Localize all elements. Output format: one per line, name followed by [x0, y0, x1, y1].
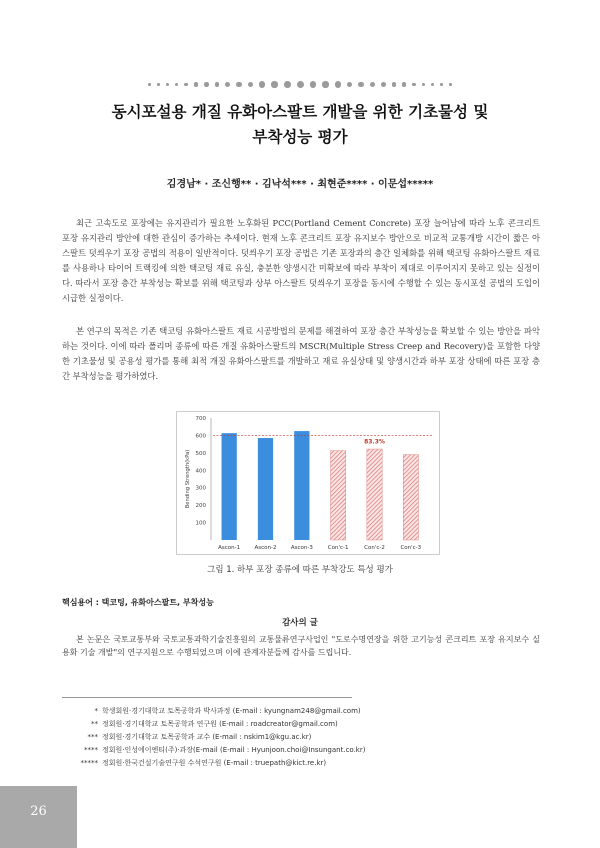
ornament-dot: [166, 83, 169, 86]
ornament-dot: [248, 82, 254, 88]
bar-con-c-1: [331, 451, 346, 540]
title-dot-ornament: [0, 74, 600, 84]
y-tick-label: 200: [195, 503, 206, 510]
footnote: [62, 731, 502, 744]
author-list: 김경남* · 조신행** · 김낙석*** · 최현준**** · 이문섭*****: [166, 179, 434, 190]
ornament-dot: [392, 82, 396, 86]
page-number: 26: [30, 804, 47, 819]
paragraph-text: 본 연구의 목적은 기존 택코팅 유화아스팔트 재료 시공방법의 문제를 해결하여 포장 층간 부착성능을 확보할 수 있는 방안을 파악하는 것이다. 이에 따라 폴리머 종류에 따른 개질 유화아스팔트의 MSCR(Multiple Stress Creep and Recovery)을 포함한 다양한 기초물성 및 공용성 평가를 통해 최적 개질 유화아스팔트를 개발하고 재료 유실상태 및 양생시간과 하부 포장 상태에 따른 포장 층간 부착성능을 평가하였다.: [62, 326, 540, 381]
figure-caption: 그림 1. 하부 포장 종류에 따른 부착강도 특성 평가: [207, 565, 393, 575]
ornament-dot: [412, 83, 416, 87]
ornament-dot: [157, 83, 160, 86]
y-tick-label: 400: [195, 468, 206, 475]
ornament-dot: [204, 82, 208, 86]
title-line-1: 동시포설용 개질 유화아스팔트 개발을 위한 기초물성 및: [111, 103, 489, 121]
footnote-mark: ****: [84, 746, 98, 754]
ornament-dot: [297, 81, 304, 88]
ornament-dot: [259, 81, 265, 87]
bar-con-c-3: [403, 455, 418, 540]
footnote-text: 정회원·경기대학교 토목공학과 연구원 (E-mail : roadcreator@gmail.com): [102, 720, 338, 728]
y-tick-label: 500: [195, 450, 206, 457]
bar-ascon-2: [258, 438, 273, 540]
ornament-dot: [215, 82, 220, 87]
ornament-dot: [271, 81, 277, 87]
x-tick-label: Ascon-2: [254, 545, 277, 551]
ornament-dot: [236, 82, 241, 87]
ornament-dot: [284, 81, 291, 88]
x-tick-label: Ascon-1: [218, 545, 241, 551]
ornament-dot: [184, 83, 188, 87]
title-line-2: 부착성능 평가: [252, 128, 348, 146]
ornament-dot: [335, 81, 341, 87]
footnote: [62, 757, 502, 770]
ornament-dot: [310, 81, 317, 88]
ornament-dot: [449, 83, 452, 86]
chart-svg: [177, 412, 439, 554]
footnote-mark: *****: [80, 759, 98, 767]
ornament-dot: [148, 83, 151, 86]
footnote-mark: *: [94, 707, 98, 715]
y-tick-label: 100: [195, 520, 206, 527]
x-tick-label: Con'c-2: [364, 545, 385, 551]
ornament-dot: [440, 83, 443, 86]
footnote-text: 정회원·인성에이엔티(주)·과장(E-mail (E-mail : Hyunjoon.choi@Insungant.co.kr): [102, 746, 366, 754]
footnote: [62, 718, 502, 731]
ornament-dot: [194, 82, 198, 86]
ornament-dot: [370, 82, 375, 87]
footnote-mark: ***: [87, 733, 98, 741]
ornament-dot: [381, 82, 386, 87]
footnote-text: 정회원·한국건설기술연구원 수석연구원 (E-mail : truepath@kict.re.kr): [102, 759, 327, 767]
x-tick-label: Ascon-3: [290, 545, 313, 551]
y-axis-label: Bending Strength(kPa): [185, 449, 191, 509]
ornament-dot: [347, 82, 353, 88]
bar-con-c-2: [367, 449, 382, 540]
bar-ascon-3: [294, 431, 309, 540]
y-tick-label: 600: [195, 433, 206, 440]
bar-ascon-1: [222, 433, 237, 540]
footnote-text: 학생회원·경기대학교 토목공학과 박사과정 (E-mail : kyungnam248@gmail.com): [102, 707, 361, 715]
ornament-dot: [422, 83, 425, 86]
acknowledgement-title: 감사의 글: [282, 618, 318, 628]
footnote: [62, 705, 502, 718]
x-tick-label: Con'c-1: [327, 545, 349, 551]
body-paragraph-1: [62, 216, 540, 306]
ornament-dot: [225, 82, 230, 87]
footnotes: [62, 705, 502, 770]
paper-title: [60, 100, 540, 150]
ornament-dot: [175, 83, 178, 86]
y-tick-label: 700: [195, 416, 206, 422]
footnote-text: 정회원·경기대학교 토목공학과 교수 (E-mail : nskim1@kgu.ac.kr): [102, 733, 312, 741]
ornament-dot: [322, 81, 328, 87]
annotation-label: 83.3%: [364, 438, 385, 446]
ornament-dot: [358, 82, 363, 87]
bond-strength-chart: [176, 411, 440, 555]
footnote-divider: [62, 697, 352, 698]
footnote: [62, 744, 502, 757]
x-tick-label: Con'c-3: [400, 545, 422, 551]
footnote-mark: **: [91, 720, 98, 728]
ornament-dot: [402, 82, 406, 86]
ornament-dot: [431, 83, 434, 86]
keywords: 핵심용어 : 택코팅, 유화아스팔트, 부착성능: [62, 598, 214, 607]
body-paragraph-2: [62, 324, 540, 384]
acknowledgement-text: 본 논문은 국토교통부와 국토교통과학기술진흥원의 교통물류연구사업인 "도로수명연장을 위한 고기능성 콘크리트 포장 유지보수 실용화 기술 개발"의 연구지원으로 수행되었으며 이에 관계자분들께 감사를 드립니다.: [62, 635, 540, 657]
y-tick-label: 300: [195, 485, 206, 492]
paragraph-text: 최근 고속도로 포장에는 유지관리가 필요한 노후화된 PCC(Portland Cement Concrete) 포장 늘어남에 따라 노후 콘크리트 포장 유지관리 방안에 대한 관심이 증가하는 추세이다. 현재 노후 콘크리트 포장 유지보수 방안으로 비교적 교통개방 시간이 짧은 아스팔트 덧씌우기 포장 공법의 적용이 일반적이다. 덧씌우기 포장 공법은 기존 포장과의 층간 일체화를 위해 택코팅 유화아스팔트 재료를 사용하나 타이어 트랙킹에 의한 택코팅 재료 유실, 충분한 양생시간 미확보에 따라 부착이 제대로 이루어지지 못하고 있는 실정이다. 따라서 포장 층간 부착성능 확보를 위해 택코팅과 상부 아스팔트 덧씌우기 포장을 동시에 수행할 수 있는 동시포설 공법의 도입이 시급한 실정이다.: [62, 218, 540, 303]
